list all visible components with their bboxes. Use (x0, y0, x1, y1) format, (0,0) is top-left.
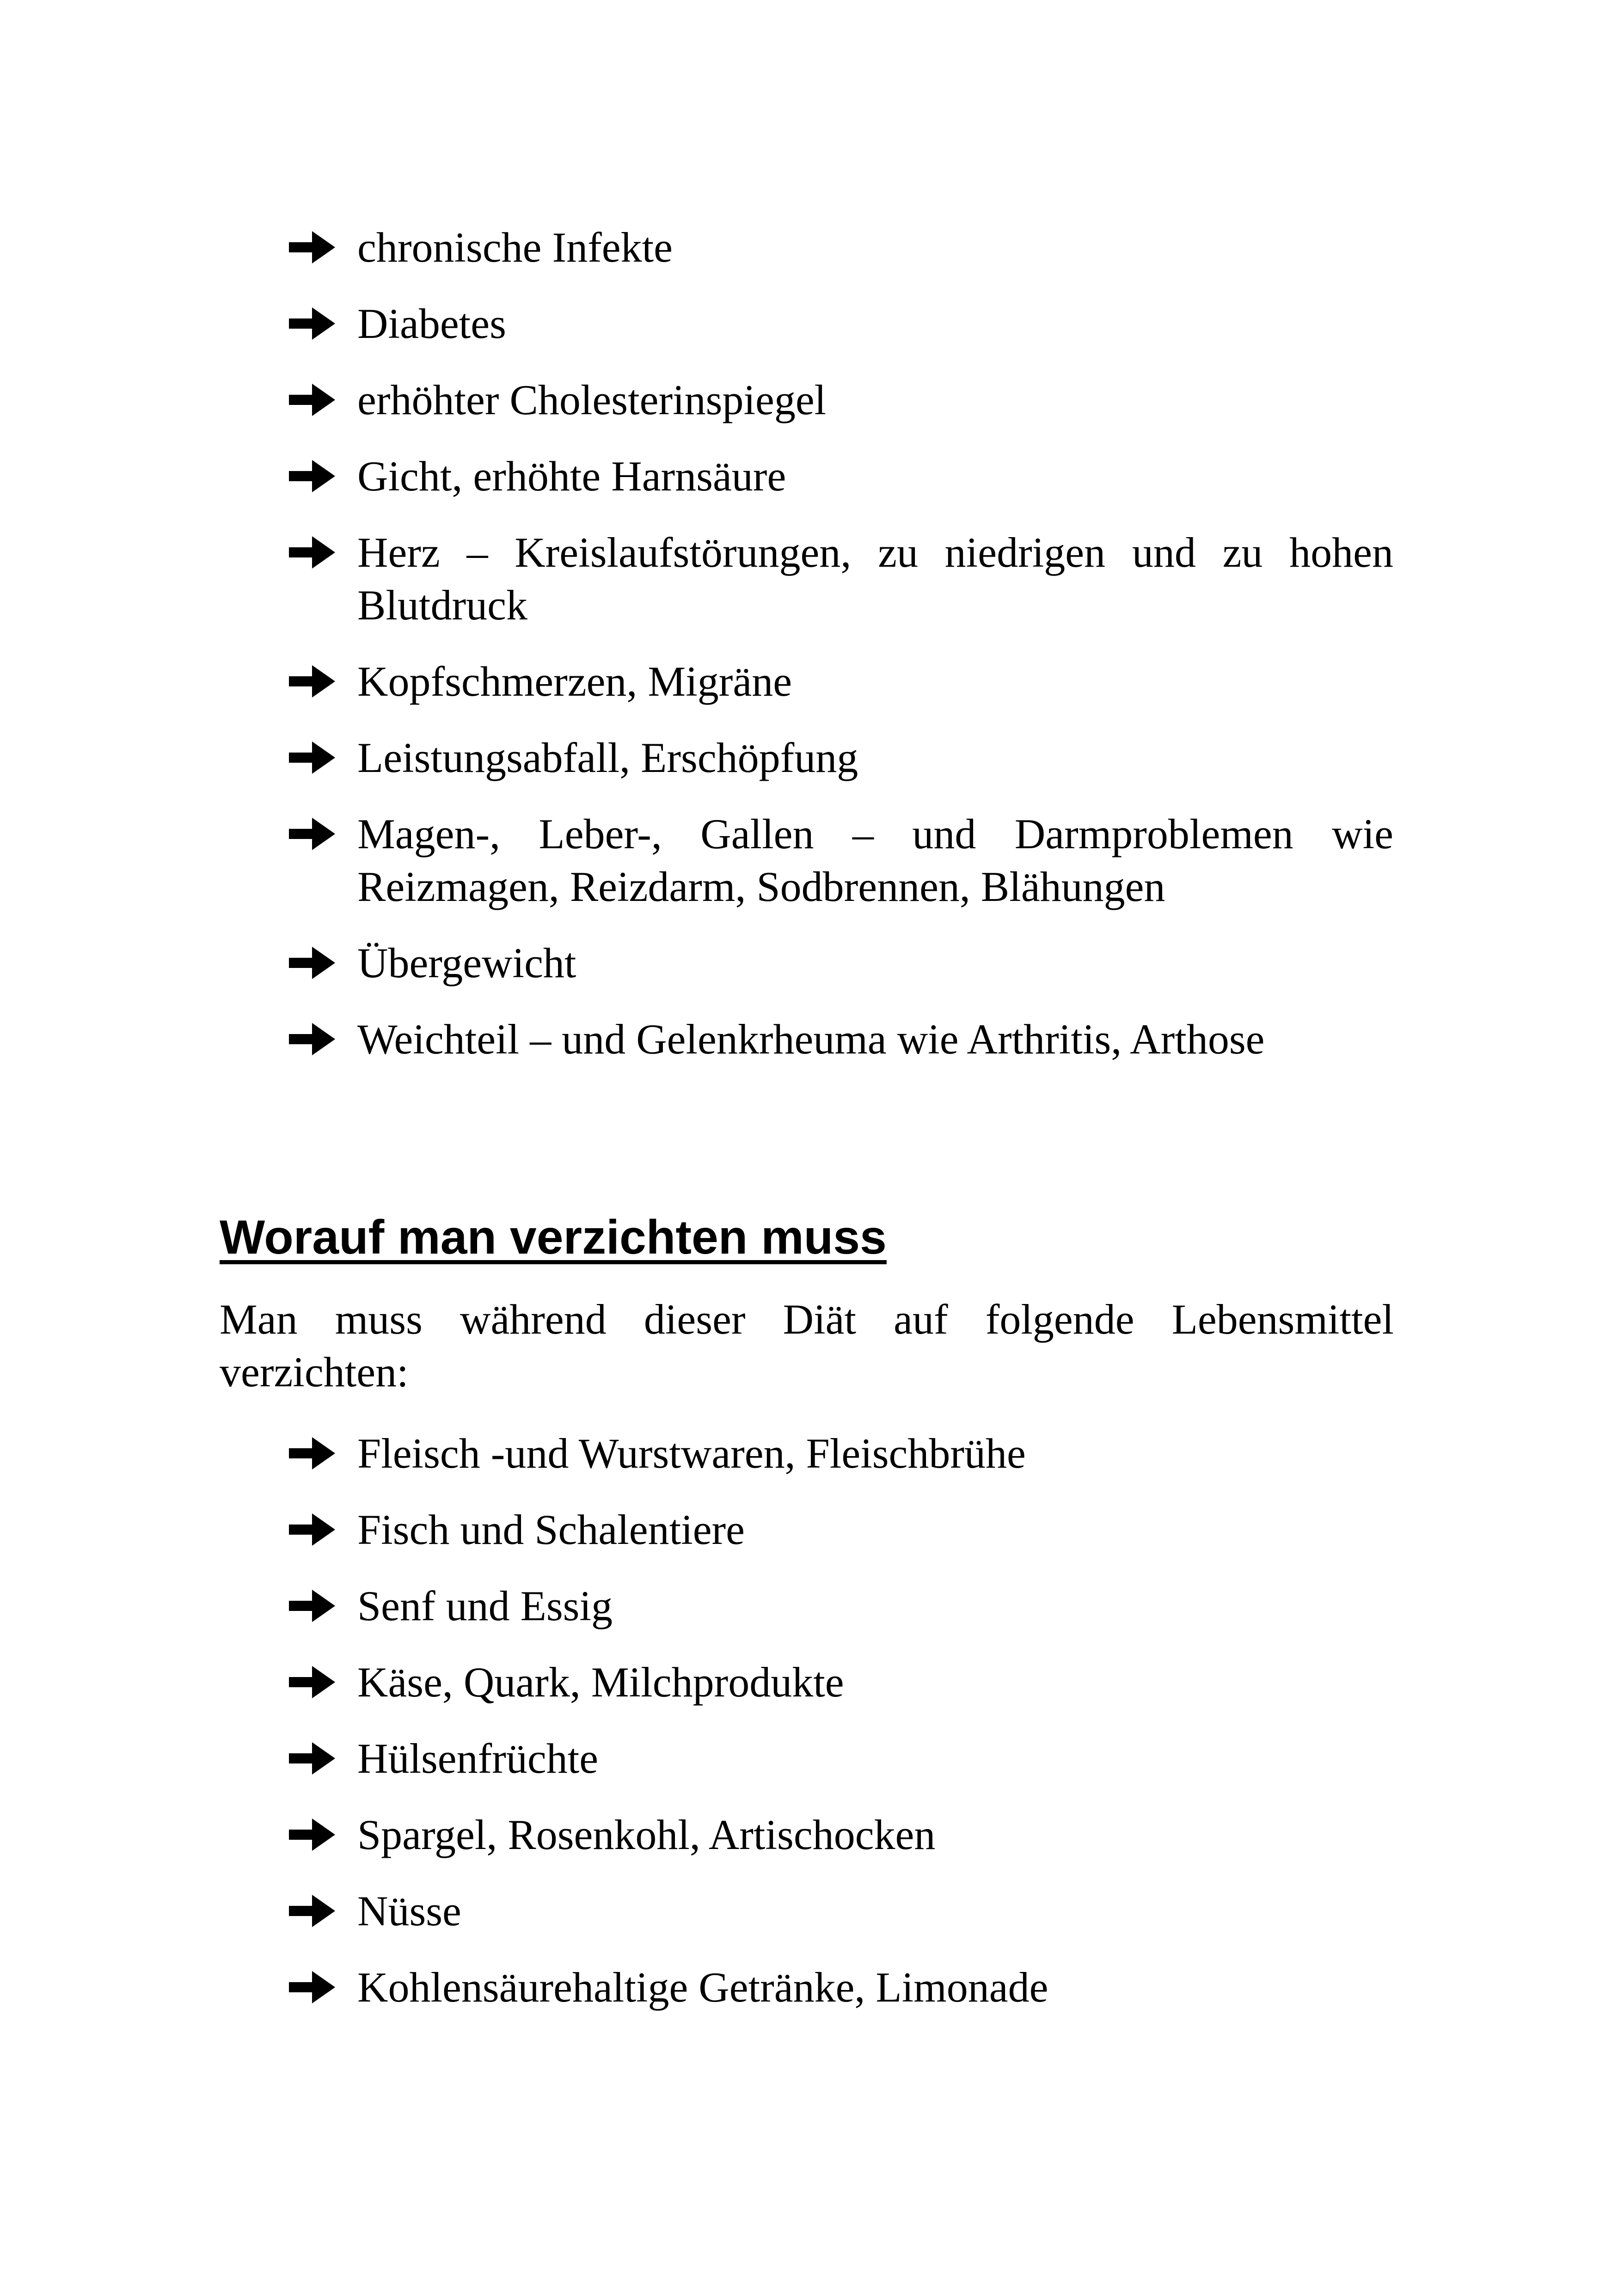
section-heading: Worauf man verzichten muss (220, 1211, 887, 1264)
list-item-text: Magen-, Leber-, Gallen – und Darmproblemen wie Reizmagen, Reizdarm, Sodbrennen, Blähungen (357, 810, 1393, 910)
arrow-right-icon (289, 741, 335, 774)
list-item (0, 1961, 1393, 2014)
list-item (0, 1808, 1393, 1861)
list-item (0, 1656, 1393, 1708)
list-item (0, 450, 1393, 502)
list-item (0, 937, 1393, 989)
list-item-text: chronische Infekte (357, 224, 673, 271)
list-item (0, 1580, 1393, 1632)
list-item-text: Senf und Essig (357, 1582, 613, 1629)
list-item-text: Hülsenfrüchte (357, 1735, 599, 1782)
avoid-list (0, 1427, 1618, 2037)
arrow-right-icon (289, 1971, 335, 2003)
arrow-right-icon (289, 665, 335, 698)
list-item (0, 1427, 1393, 1480)
list-item-text: Käse, Quark, Milchprodukte (357, 1659, 844, 1706)
list-item-text: Leistungsabfall, Erschöpfung (357, 734, 858, 781)
arrow-right-icon (289, 1590, 335, 1622)
arrow-right-icon (289, 1437, 335, 1469)
arrow-right-icon (289, 460, 335, 492)
arrow-right-icon (289, 1818, 335, 1851)
list-item-text: Kopfschmerzen, Migräne (357, 658, 792, 705)
arrow-right-icon (289, 307, 335, 340)
list-item-text: Fisch und Schalentiere (357, 1506, 745, 1553)
list-item (0, 731, 1393, 784)
list-item (0, 1013, 1393, 1065)
arrow-right-icon (289, 1742, 335, 1775)
section-intro: Man muss während dieser Diät auf folgende Lebensmittel verzichten: (220, 1296, 1394, 1396)
list-item-text: Spargel, Rosenkohl, Artischocken (357, 1811, 936, 1858)
arrow-right-icon (289, 384, 335, 416)
list-item (0, 526, 1393, 631)
list-item (0, 297, 1393, 350)
arrow-right-icon (289, 1023, 335, 1055)
arrow-right-icon (289, 536, 335, 569)
list-item-text: Nüsse (357, 1887, 461, 1935)
list-item (0, 808, 1393, 913)
conditions-list (0, 221, 1618, 1089)
list-item-text: Kohlensäurehaltige Getränke, Limonade (357, 1964, 1048, 2011)
list-item-text: Weichteil – und Gelenkrheuma wie Arthritis, Arthose (357, 1016, 1265, 1063)
list-item (0, 373, 1393, 426)
list-item-text: Fleisch -und Wurstwaren, Fleischbrühe (357, 1430, 1026, 1477)
list-item (0, 1885, 1393, 1937)
list-item-text: Gicht, erhöhte Harnsäure (357, 453, 786, 500)
list-item-text: Übergewicht (357, 939, 576, 986)
arrow-right-icon (289, 1666, 335, 1698)
arrow-right-icon (289, 947, 335, 979)
arrow-right-icon (289, 1513, 335, 1546)
list-item (0, 1732, 1393, 1785)
list-item (0, 221, 1393, 274)
arrow-right-icon (289, 818, 335, 850)
list-item (0, 1503, 1393, 1556)
arrow-right-icon (289, 1895, 335, 1927)
list-item-text: erhöhter Cholesterinspiegel (357, 376, 827, 423)
list-item-text: Diabetes (357, 300, 506, 347)
list-item-text: Herz – Kreislaufstörungen, zu niedrigen und zu hohen Blutdruck (357, 529, 1393, 629)
list-item (0, 655, 1393, 708)
arrow-right-icon (289, 231, 335, 263)
